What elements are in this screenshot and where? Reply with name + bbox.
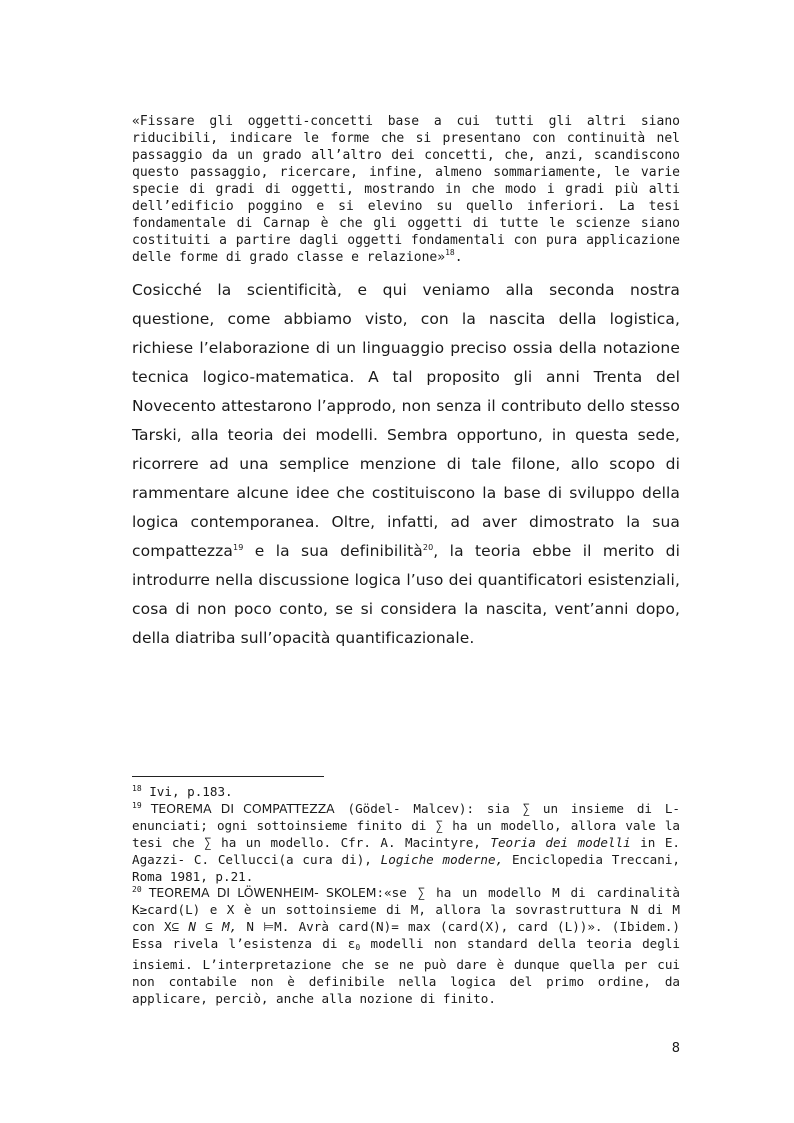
body-paragraph: Cosicché la scientificità, e qui veniamo alla seconda nostra questione, come abbiamo visto, con la nascita della logistica, richiese l’elaborazione di un linguaggio preciso ossia della notazione tecnica logico-matematica. A tal proposito gli anni Trenta del Novecento attestarono l’approdo, non senza il contributo dello stesso Tarski, alla teoria dei modelli. Sembra opportuno, in questa sede, ricorrere ad una semplice menzione di tale filone, allo scopo di rammentare alcune idee che costituiscono la base di sviluppo della logica contemporanea. Oltre, infatti, ad aver dimostrato la sua compattezza$^{19}$ e la sua definibilità$^{20}$, la teoria ebbe il merito di introdurre nella discussione logica l’uso dei quantificatori esistenziali, cosa di non poco conto, se si considera la nascita, vent’anni dopo, della diatriba sull’opacità quantificazionale. (132, 281, 681, 647)
footnote-ref-19: 19 (233, 543, 244, 552)
footnotes (132, 784, 680, 1008)
footnote-19: $^{19}$ TEOREMA DI COMPATTEZZA (Gödel- Malcev): sia ∑ un insieme di L-enunciati; ogni sottoinsieme finito di ∑ ha un modello, allora vale la tesi che ∑ ha un modello. Cfr. A. Macintyre, Teoria dei modelli in E. Agazzi- C. Cellucci(a cura di), Logiche moderne, Enciclopedia Treccani, Roma 1981, p.21. (132, 800, 680, 884)
footnote-18: $^{18}$ Ivi, p.183. (132, 784, 233, 799)
footnote-separator (132, 776, 324, 777)
page-number: 8 (671, 1041, 680, 1056)
block-quote: «Fissare gli oggetti-concetti base a cui tutti gli altri siano riducibili, indicare le forme che si presentano con continuità nel passaggio da un grado all’altro dei concetti, che, anzi, scandiscono questo passaggio, ricercare, infine, almeno sommariamente, le varie specie di gradi di oggetti, mostrando in che modo i gradi più alti dell’edificio poggino e si elevino su quello inferiori. La tesi fondamentale di Carnap è che gli oggetti di tutte le scienze siano costituiti a partire dagli oggetti fondamentali con pura applicazione delle forme di grado classe e relazione»$^{18}$. (132, 114, 680, 265)
footnote-ref-18: 18 (445, 248, 455, 257)
footnote-ref-20: 20 (422, 543, 434, 552)
footnote-20: $^{20}$ TEOREMA DI LÖWENHEIM- SKOLEM:«se ∑ ha un modello M di cardinalità K≥card(L) e X è un sottoinsieme di M, allora la sovrastruttura N di M con X⊆ N ⊆ M, N ⊨M. Avrà card(N)= max (card(X), card (L))». (Ibidem.) Essa rivela l’esistenza di $\varepsilon_0$ modelli non standard della teoria degli insiemi. L’interpretazione che se ne può dare è dunque quella per cui non contabile non è definibile nella logica del primo ordine, da applicare, perciò, anche alla nozione di finito. (132, 885, 680, 1006)
page-content (132, 113, 680, 653)
